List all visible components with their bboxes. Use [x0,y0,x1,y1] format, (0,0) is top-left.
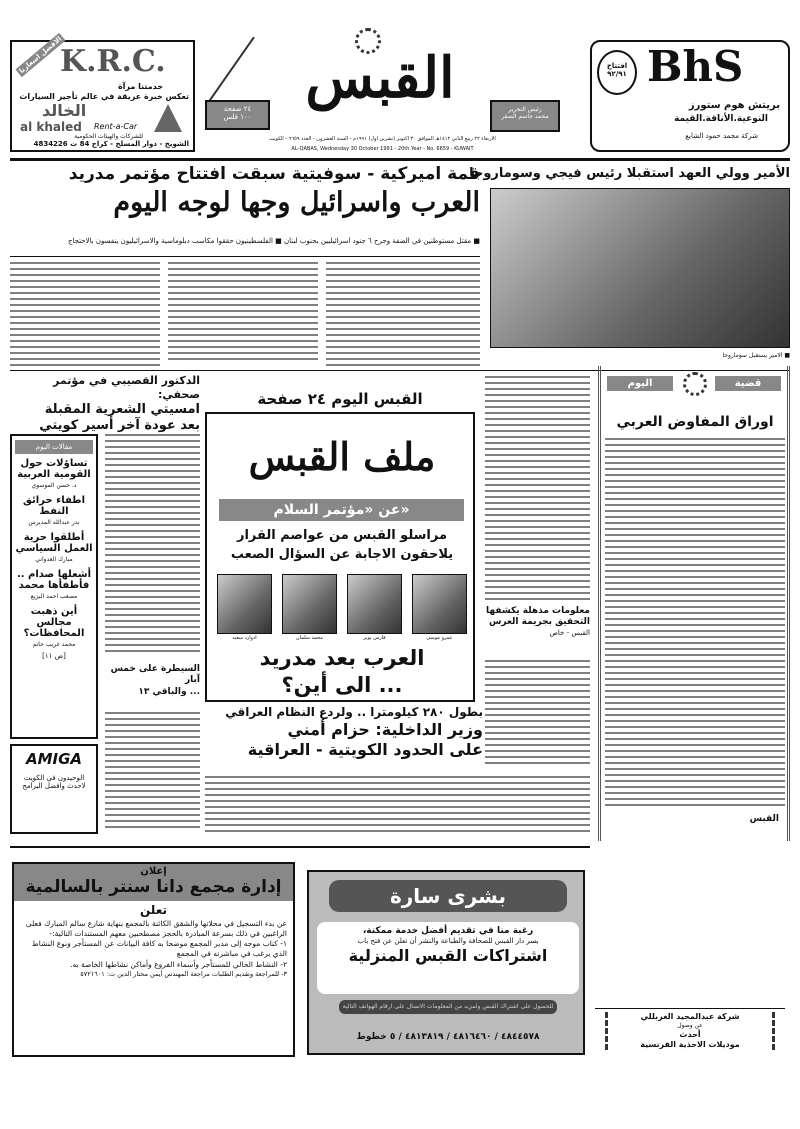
bhs-ad [590,40,790,152]
opinion-title: اطفاء حرائق النفط [22,495,86,517]
opinion-title: تساؤلات حول القومية العربية [17,458,91,480]
krc-line3: للشركات والهيئات الحكومية [74,133,143,140]
news-title-2: التحقيق بجريمة العرس [488,617,590,628]
opinion-title: أشعلها صدام .. فأطفأها محمد [16,569,92,591]
interior-body [205,776,590,834]
emir-body [485,376,590,601]
emir-photo [490,188,790,348]
left-headline-1: امسيتي الشعرية المقبلة [44,401,200,417]
danah-announce: تعلن [140,903,167,917]
emir-headline: الأمير وولي العهد استقبلا رئيس فيجي وسوماروجا [469,166,790,181]
file-big-2: ... الى أين؟ [281,673,403,697]
krc-tag: الافضل اسعارنا [15,33,65,77]
qabas-ad-line2: يسر دار القبس للصحافة والطباعة والنشر أن تعلن عن فتح باب [357,937,539,946]
date-arabic: الاربعاء ٢٢ ربيع الثاني ١٤١٢هـ الموافق ٣٠ اكتوبر (تشرين اول) ١٩٩١م - السنة العشرون - العدد ٦٦٥٩ - الكويت [269,136,496,142]
lead-body-2 [168,262,318,362]
emir-caption: ■ الامير يستقبل سوماروجا [722,352,790,359]
krc-brand: K.R.C. [60,44,166,79]
file-line-2: يلاحقون الاجابة عن السؤال الصعب [230,547,454,562]
portrait [347,574,402,634]
pages-count: ٢٤ صفحة [223,105,252,113]
qabas-ad-title: بشرى سارة [329,880,567,912]
sun-icon [683,372,707,396]
shoes-ad [605,1012,775,1050]
news-heads [485,606,590,637]
section-label-issue: قضية [715,376,781,391]
danah-title: إدارة مجمع دانا سنتر بالسالمية [25,877,282,897]
news-body [485,660,590,768]
opinion-author: بدر عبدالله المديرس [28,519,80,526]
krc-line1: خدمتنا مرآة [117,82,163,91]
center-top: القبس اليوم ٢٤ صفحة [257,390,423,408]
krc-name-en: al khaled [20,120,82,134]
opinion-author: محمد غريب حاتم [32,641,76,648]
left-body [105,434,200,654]
qabas-subscription-ad [307,870,585,1055]
bhs-company: شركة محمد حمود الشايع [685,132,758,140]
file-logo: ملف القبس [248,434,436,479]
krc-rent: Rent-a-Car [94,122,138,131]
qabas-ad-text [319,926,577,966]
portrait [412,574,467,634]
file-line-1: مراسلو القبس من عواصم القرار [236,528,448,543]
amiga-text: الوحيدون في الكويت لاحدث وافضل البرامج [22,774,86,790]
section-label-today: اليوم [607,376,673,391]
news-source: القبس - خاص [549,628,590,637]
danah-ad [12,862,295,1057]
qabas-ad-phones: ٤٨٤٤٥٧٨ / ٤٨١٦٤٦٠ / ٤٨١٣٨١٩ / ٥ خطوط [356,1032,540,1042]
portrait-caption: فارس بويز [363,635,386,641]
shoes-title: موديلات الاحذية الفرنسية [640,1039,740,1049]
krc-name-ar: الخالد [42,101,87,120]
opinion-box-title: مقالات اليوم [15,440,93,454]
opinion-box [10,434,98,739]
portrait-caption: ادوارد سعيد [232,635,257,641]
danah-item: ١- كتاب موجه إلى مدير المجمع موضحا به كافة البيانات عن المستأجر ونوع النشاط الذي يرغب في مباشرته في المجمع [31,939,287,959]
lead-kicker: قمة اميركية - سوفيتية سبقت افتتاح مؤتمر مدريد [68,164,480,184]
qabas-ad-panel-text: للحصول على اشتراك القبس ولمزيد من المعلومات الاتصال على ارقام الهواتف التالية [339,1000,557,1014]
masthead-logo: القبس [305,45,455,111]
price: ١٠٠ فلس [223,113,252,121]
pages-box [205,100,270,130]
shoes-company: شركة عبدالمجيد الغربللي [640,1012,740,1021]
interior-headline-1: وزير الداخلية: حزام أمني [287,720,483,739]
slash-decoration [207,37,255,104]
lead-headline: العرب واسرائيل وجها لوجه اليوم [113,187,480,219]
krc-logo-icon [154,104,182,132]
editor-name: محمد جاسم الصقر [501,113,549,120]
opinion-author: مصعب احمد البزيع [30,593,78,600]
masthead-rule [10,158,790,161]
krc-address: الشويخ - دوار المسلخ - كراج 84 ت 4834226 [33,140,189,148]
left-heads [10,374,200,434]
divider [10,256,480,257]
danah-item: ٢- النشاط الحالي للمستأجر وأسماء الفروع وأماكن نشاطها الخاصة به. [70,959,287,969]
interior-heads [205,705,483,760]
file-box [205,412,475,702]
fires-title-2: ... والباقي ١٣ [138,686,200,697]
divider [10,846,590,848]
file-about: عن «مؤتمر السلام» [219,499,464,521]
issue-body [605,438,785,808]
editor-box [490,100,560,132]
lead-body-1 [10,262,160,367]
portrait [217,574,272,634]
interior-headline-2: على الحدود الكويتية - العراقية [247,740,483,759]
danah-item: ٣- للمراجعة وتقديم الطلبات مراجعة المهندس أيمن مختار الدين ت: ٥٧٢١٦٠١ [80,969,287,978]
qabas-ad-big: اشتراكات القبس المنزلية [348,946,548,965]
danah-top: إعلان [140,866,167,877]
amiga-ad [10,744,98,834]
danah-body: عن بدء التسجيل في محلاتها والشقق الكائنة بالمجمع بنهاية شارع سالم المبارك فعلى الراغبين في ذلك بسرعة المبادرة بالحجز مصطحبين معهم المستندات التالية:- [25,919,287,939]
issue-title: اوراق المفاوض العربي [616,414,774,430]
krc-ad [10,34,195,152]
bhs-badge: افتتاح ٩٢/٩١ [597,50,637,95]
portrait-caption: عمرو موسى [426,635,453,641]
shoes-sub: عن وصول [677,1022,703,1029]
file-big-1: العرب بعد مدريد [259,646,425,670]
editor-label: رئيس التحرير [508,106,542,113]
bhs-brand: BhS [647,42,744,91]
issue-signature: القبس [749,814,779,824]
portrait-caption: محمد سلمان [296,635,323,641]
opinion-title: أطلقوا حرية العمل السياسي [15,532,93,554]
fires-title-1: السيطرة على خمس آبار [110,664,200,686]
portrait [282,574,337,634]
qabas-ad-line1: رغبة منا في تقديم أفضل خدمة ممكنة، [362,926,534,936]
lead-heads [10,164,480,220]
fires-body [105,712,200,832]
page-ref: [ص ١١] [42,652,66,660]
bhs-name: بريتش هوم ستورز [688,100,780,111]
issue-box [598,366,790,841]
interior-kicker: بطول ٢٨٠ كيلومترا .. ولردع النظام العراقي [225,705,483,719]
opinion-author: مبارك العدواني [35,556,73,563]
sun-logo-icon [355,28,381,54]
opinion-author: د. حسن الموسوي [31,482,77,489]
amiga-brand: AMIGA [25,750,83,768]
opinion-title: أين ذهبت مجالس المحافظات؟ [23,606,85,639]
shoes-new: أحدث [679,1029,701,1039]
lead-subheads: ■ مقتل مستوطنين في الضفة وجرح ٦ جنود اسرائيليين بجنوب لبنان ■ الفلسطينيون حققوا مكاسب دبلوماسية والاسرائيليون ينفسون بالاحتجاج [67,237,480,245]
date-english: AL-QABAS, Wednesday 30 October 1991 - 20th Year - No. 6659 - KUWAIT [291,146,474,152]
left-kicker: الدكتور القصيبي في مؤتمر صحفي: [52,374,200,401]
krc-line2: تعكس خبرة عريقة في عالم تأجير السيارات [19,92,189,101]
left-headline-2: بعد عودة آخر أسير كويتي [39,417,200,433]
lead-body-3 [326,262,480,367]
divider [595,1008,785,1009]
fires-heads [105,664,200,698]
bhs-slogan: النوعية.الأناقة.القيمة [674,114,768,124]
news-title-1: معلومات مذهلة يكشفها [486,606,590,616]
danah-header [14,864,293,901]
